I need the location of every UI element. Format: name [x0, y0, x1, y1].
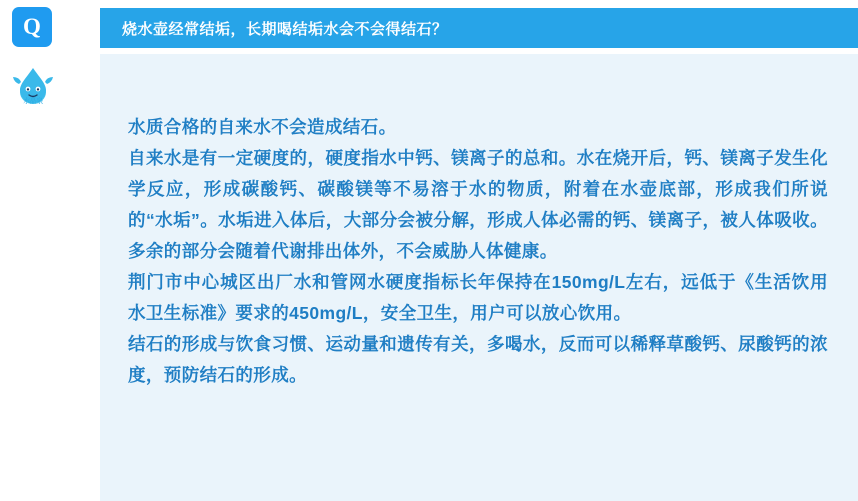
question-text: 烧水壶经常结垢，长期喝结垢水会不会得结石？: [122, 20, 448, 38]
answer-panel: [100, 54, 858, 501]
question-badge: Q: [12, 7, 52, 47]
brand-label: 水晶泉: [23, 98, 43, 105]
answer-paragraph: 水质合格的自来水不会造成结石。: [128, 117, 397, 137]
left-rail: [0, 0, 100, 501]
answer-body: [100, 54, 858, 391]
answer-paragraph: 自来水是有一定硬度的，硬度指水中钙、镁离子的总和。水在烧开后，钙、镁离子发生化学反应，形成碳酸钙、碳酸镁等不易溶于水的物质，附着在水壶底部，形成我们所说的“水垢”。水垢进入体后，大部分会被分解，形成人体必需的钙、镁离子，被人体吸收。多余的部分会随着代谢排出体外，不会威胁人体健康。: [128, 148, 828, 261]
question-bar: [100, 8, 858, 48]
answer-paragraph: 荆门市中心城区出厂水和管网水硬度指标长年保持在150mg/L左右，远低于《生活饮用水卫生标准》要求的450mg/L，安全卫生，用户可以放心饮用。: [128, 272, 828, 323]
answer-paragraph: 结石的形成与饮食习惯、运动量和遗传有关，多喝水，反而可以稀释草酸钙、尿酸钙的浓度，预防结石的形成。: [128, 334, 828, 385]
